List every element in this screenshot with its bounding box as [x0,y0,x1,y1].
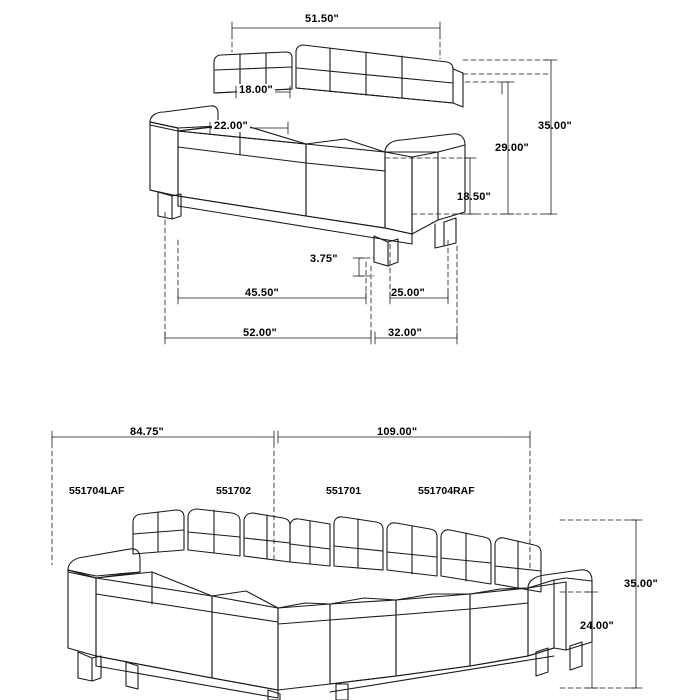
part-code-raf: 551704RAF [418,485,475,497]
loveseat-illustration [150,45,465,266]
dim-label-sectional-overall-height: 35.00" [624,578,658,590]
part-code-corner: 551702 [216,485,252,497]
dim-label-seat-width: 45.50" [245,287,279,299]
dim-label-sectional-arm-height: 24.00" [580,620,614,632]
dim-label-top-width: 51.50" [305,13,339,25]
sectional-illustration [68,509,592,700]
dim-label-seat-height: 18.50" [457,191,491,203]
part-code-armless: 551701 [326,485,362,497]
dim-label-right-section-length: 109.00" [377,426,418,438]
dim-label-arm-to-floor-height: 29.00" [495,142,529,154]
dim-label-overall-height: 35.00" [538,120,572,132]
dim-label-seat-depth-cushion: 22.00" [214,120,248,132]
dim-label-left-section-length: 84.75" [130,426,164,438]
dim-label-overall-width: 52.00" [243,327,277,339]
dim-label-leg-height: 3.75" [310,253,338,265]
dim-label-seat-depth: 25.00" [391,287,425,299]
dim-label-back-cushion-height: 18.00" [239,84,273,96]
dim-label-overall-depth: 32.00" [388,327,422,339]
part-code-laf: 551704LAF [69,485,125,497]
loveseat-dimension-lines [165,22,557,344]
